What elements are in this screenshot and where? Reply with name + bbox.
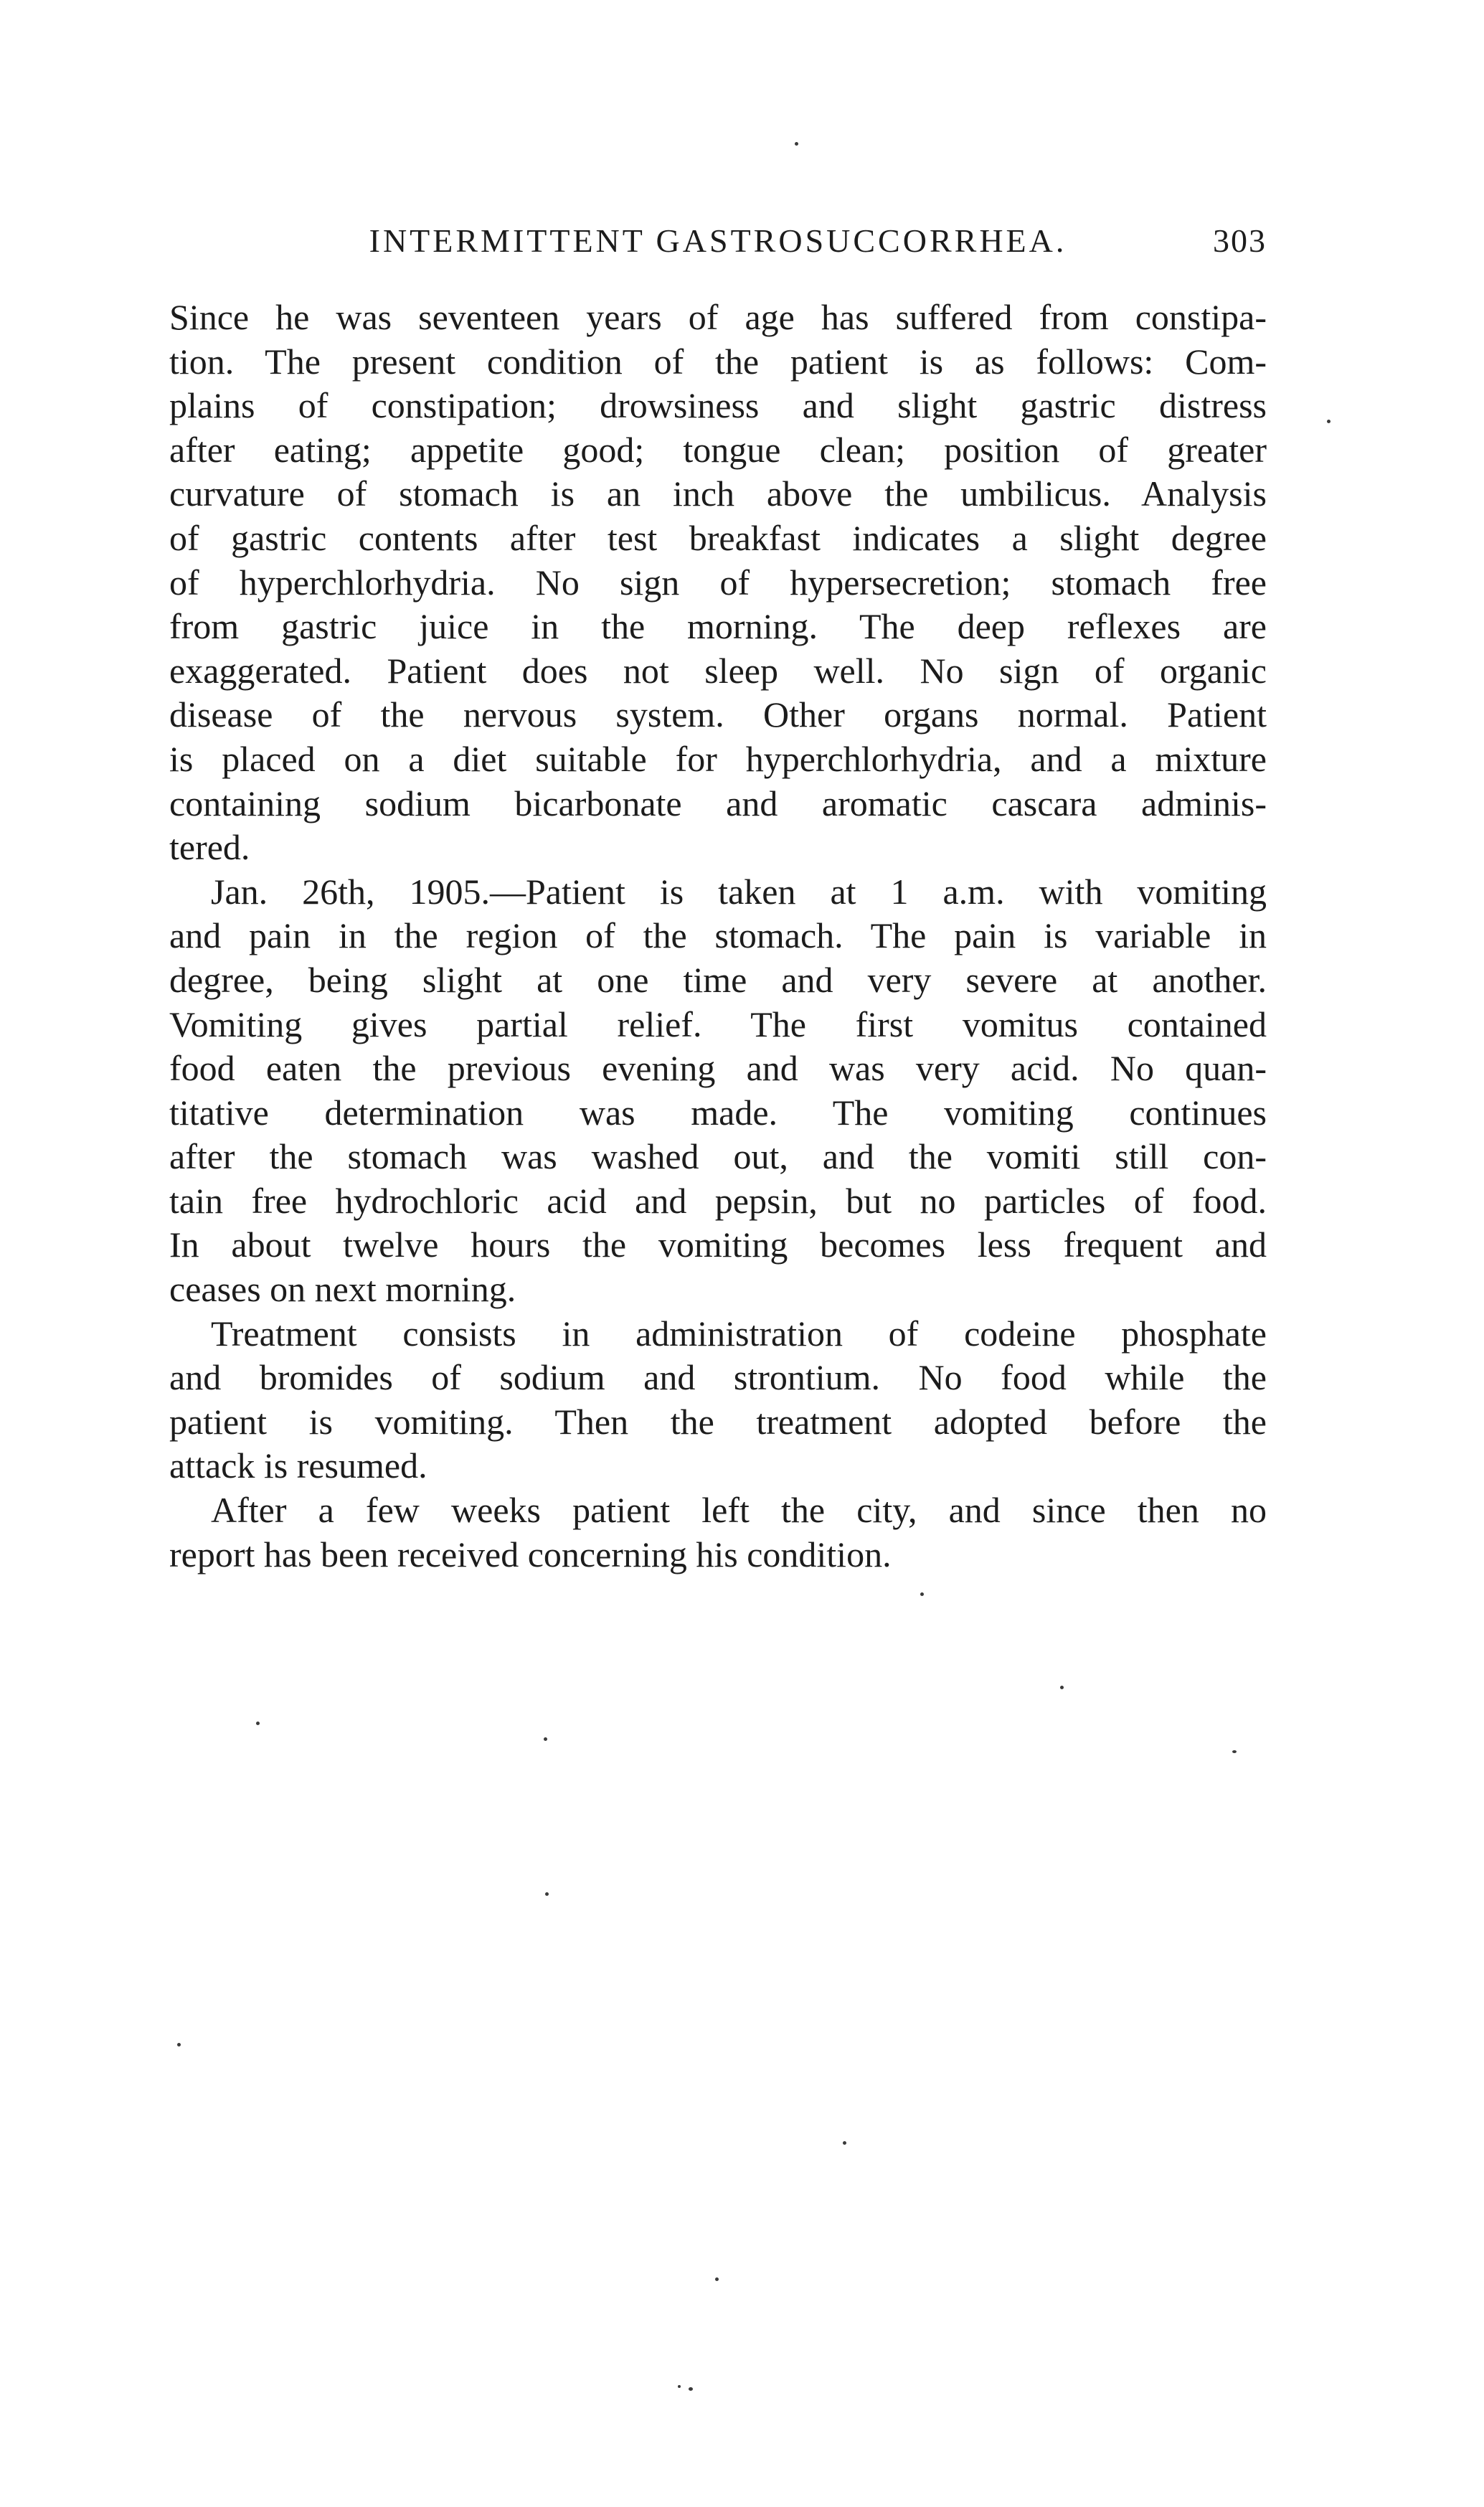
text-line: Vomiting gives partial relief. The first vomitus contained (169, 1004, 1267, 1044)
scan-speck (1060, 1686, 1064, 1689)
text-line: ceases on next morning. (169, 1269, 516, 1310)
paragraph-1 (169, 296, 1267, 870)
text-line: Treatment consists in administration of codeine phosphate (211, 1313, 1267, 1354)
body-text (169, 296, 1267, 1577)
text-line: containing sodium bicarbonate and aromatic cascara adminis- (169, 783, 1267, 823)
scan-speck (678, 2385, 681, 2388)
text-line: is placed on a diet suitable for hyperchlorhydria, and a mixture (169, 738, 1267, 779)
text-line: Since he was seventeen years of age has suffered from constipa- (169, 297, 1267, 337)
text-line: tion. The present condition of the patient is as follows: Com- (169, 341, 1267, 382)
text-line: and bromides of sodium and strontium. No food while the (169, 1357, 1267, 1398)
text-line: tered. (169, 827, 250, 868)
text-line: patient is vomiting. Then the treatment adopted before the (169, 1401, 1267, 1442)
text-line: degree, being slight at one time and very severe at another. (169, 959, 1267, 1000)
text-line: exaggerated. Patient does not sleep well. No sign of organic (169, 650, 1267, 691)
scan-speck (689, 2387, 693, 2391)
text-line: After a few weeks patient left the city, and since then no (211, 1490, 1267, 1531)
running-title: INTERMITTENT GASTROSUCCORRHEA. (369, 222, 1067, 259)
text-line: titative determination was made. The vomiting continues (169, 1092, 1267, 1133)
scan-speck (1232, 1750, 1237, 1753)
text-line: after eating; appetite good; tongue clean; position of greater (169, 429, 1267, 470)
paragraph-3 (169, 1312, 1267, 1488)
scan-speck (795, 142, 798, 146)
text-line: attack is resumed. (169, 1445, 427, 1486)
text-line: tain free hydrochloric acid and pepsin, but no particles of food. (169, 1180, 1267, 1221)
scan-speck (545, 1892, 549, 1896)
scan-speck (920, 1592, 924, 1596)
text-line: disease of the nervous system. Other organs normal. Patient (169, 694, 1267, 735)
text-line: plains of constipation; drowsiness and slight gastric distress (169, 385, 1267, 426)
paragraph-2 (169, 870, 1267, 1312)
running-head (169, 215, 1267, 265)
scan-speck (177, 2043, 181, 2046)
scan-speck (715, 2277, 719, 2281)
scan-speck (843, 2141, 846, 2145)
scan-speck (1327, 420, 1331, 423)
scan-speck (544, 1737, 547, 1741)
paragraph-4 (169, 1488, 1267, 1577)
scan-speck (256, 1722, 260, 1725)
text-line: food eaten the previous evening and was very acid. No quan- (169, 1048, 1267, 1089)
text-line: after the stomach was washed out, and the vomiti still con- (169, 1136, 1267, 1177)
text-line: curvature of stomach is an inch above the umbilicus. Analysis (169, 473, 1267, 514)
text-line: In about twelve hours the vomiting becomes less frequent and (169, 1224, 1267, 1265)
text-line: of gastric contents after test breakfast indicates a slight degree (169, 517, 1267, 558)
page-number: 303 (1213, 222, 1267, 259)
text-line: and pain in the region of the stomach. The pain is variable in (169, 915, 1267, 956)
text-line: report has been received concerning his condition. (169, 1534, 892, 1574)
text-line: of hyperchlorhydria. No sign of hypersecretion; stomach free (169, 562, 1267, 603)
text-line: Jan. 26th, 1905.—Patient is taken at 1 a.m. with vomiting (211, 871, 1267, 912)
text-line: from gastric juice in the morning. The deep reflexes are (169, 606, 1267, 647)
